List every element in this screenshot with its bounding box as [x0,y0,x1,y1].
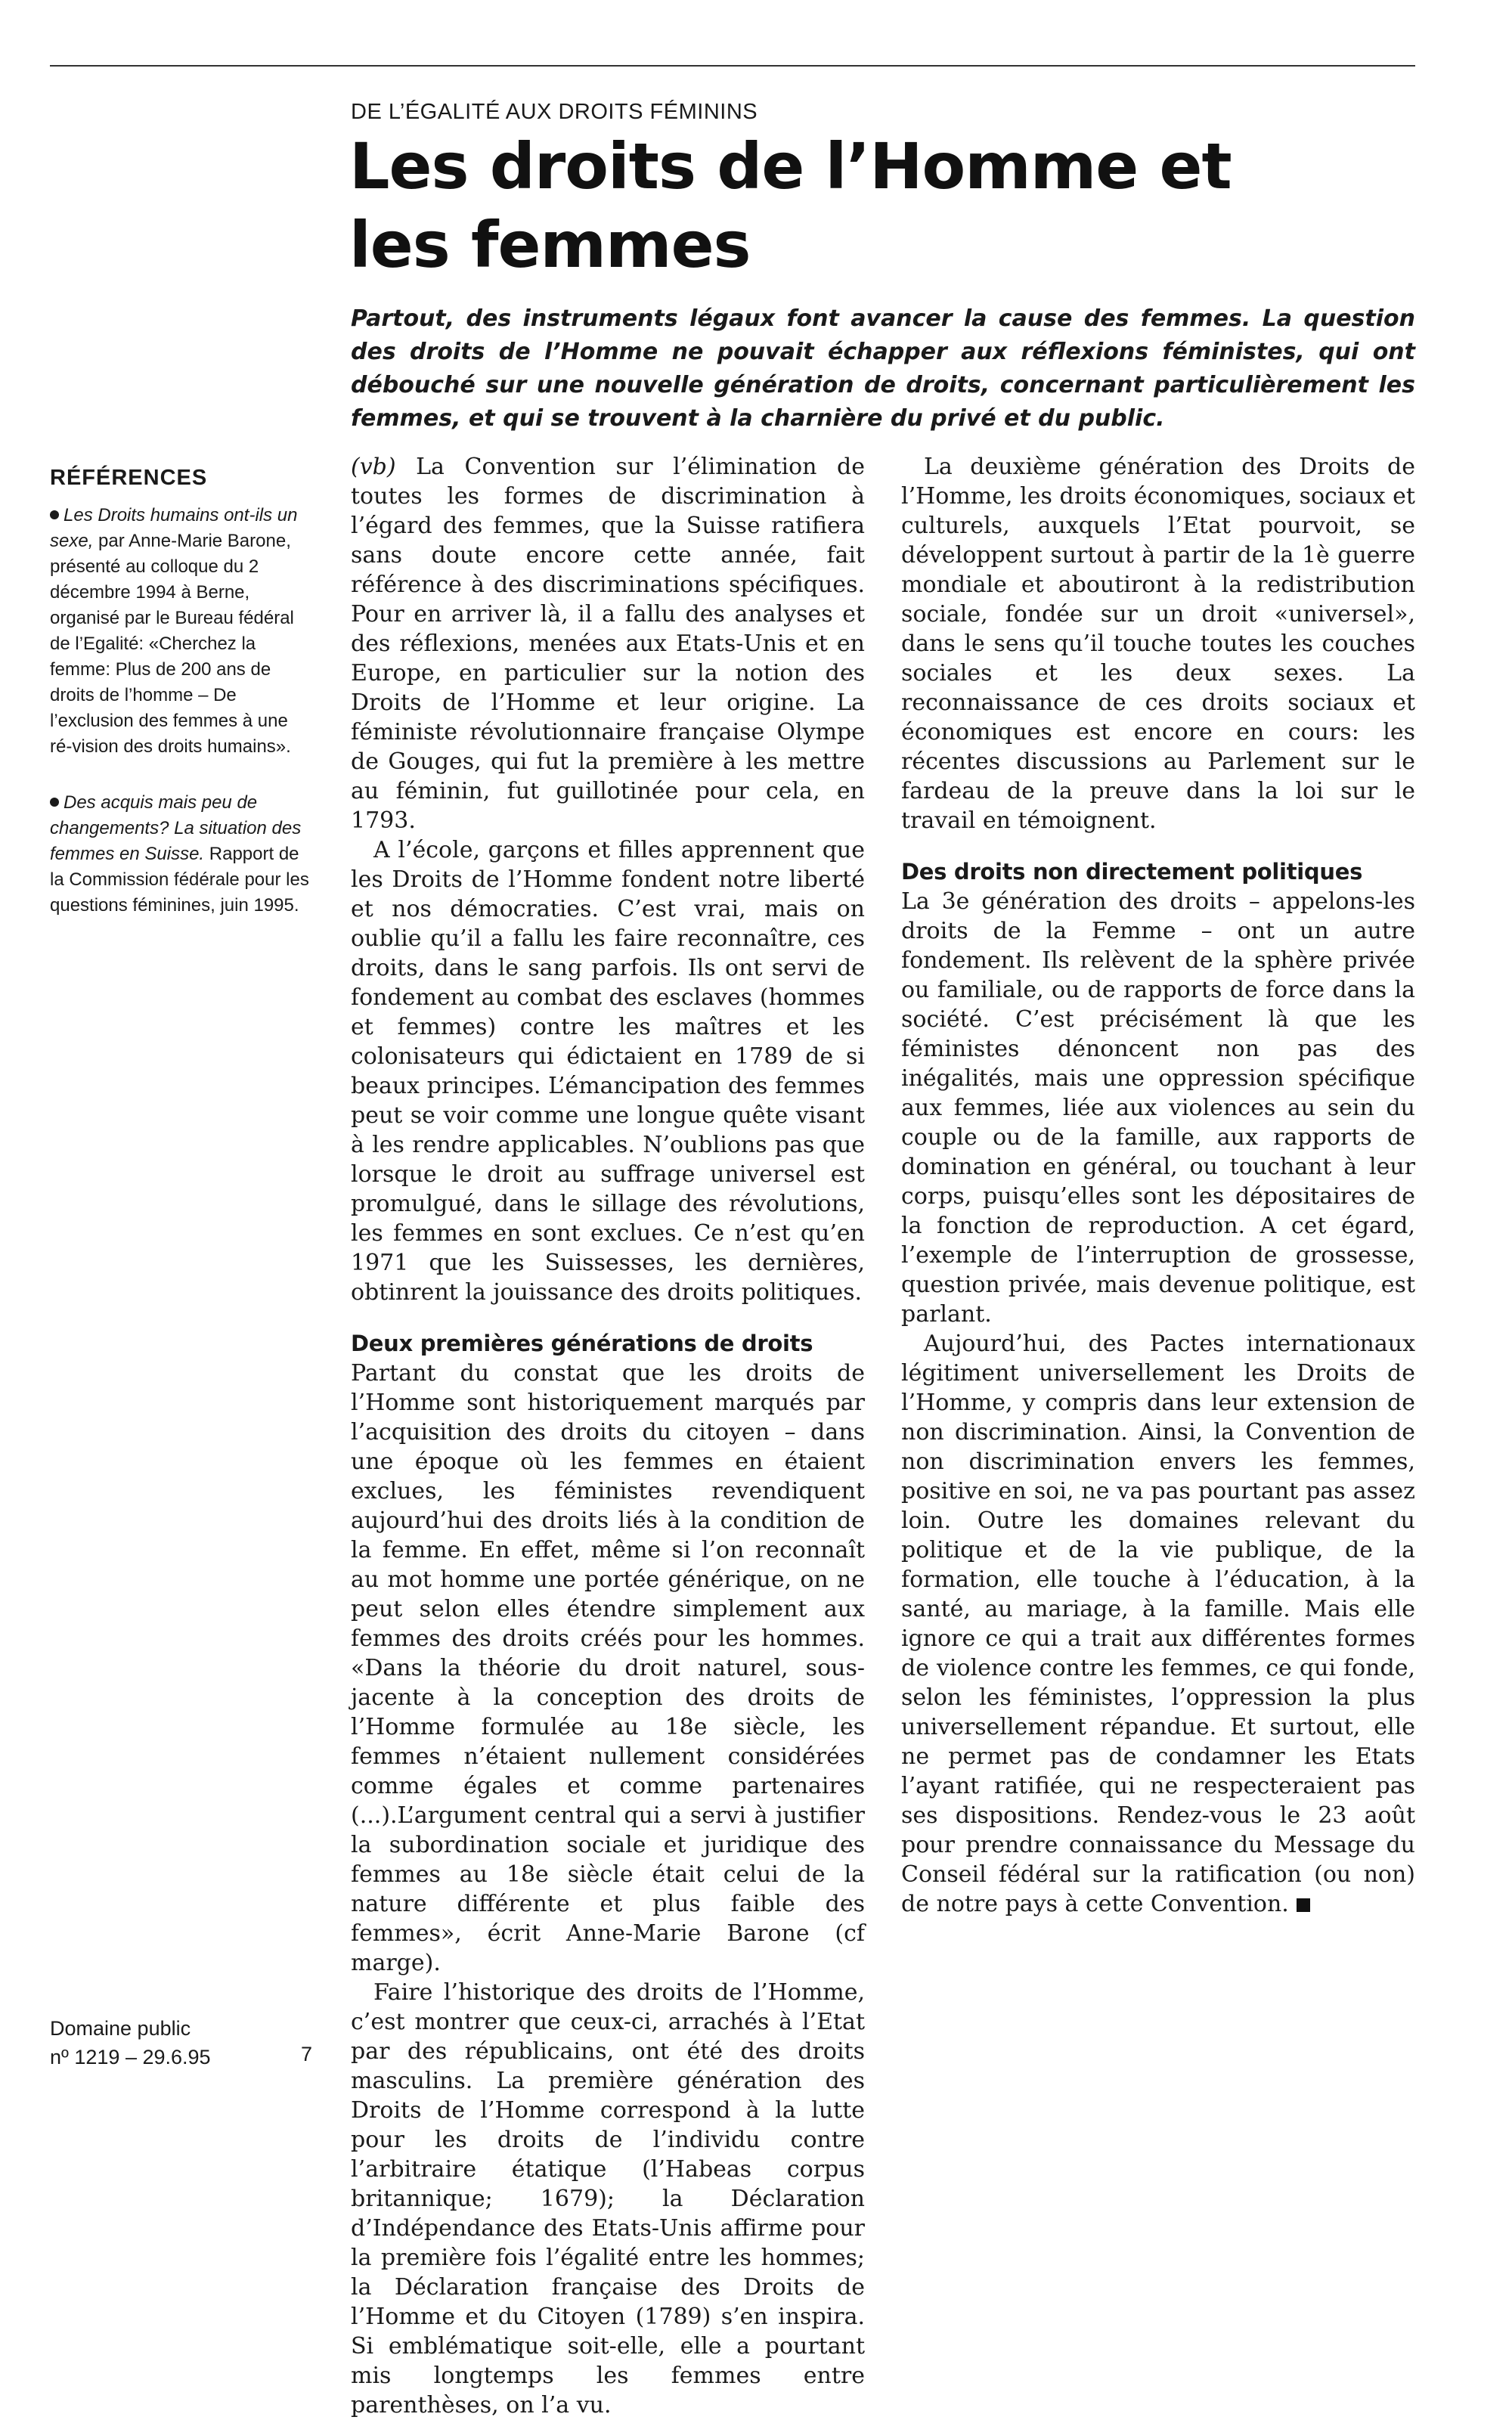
article-column-1 [351,452,865,2420]
reference-1 [50,503,311,760]
references-sidebar [50,466,311,949]
reference-2-title: Des acquis mais peu de changements? La situation des femmes en Suisse. [50,792,302,864]
publication-name: Domaine public [50,2017,191,2040]
top-rule [50,65,1415,67]
bullet-icon [50,798,59,807]
reference-2 [50,790,311,919]
article-paragraph-1-text: La Convention sur l’élimination de toutes les formes de discrimination à l’égard des femmes, que la Suisse ratifiera sans doute encore cette année, fait référence à des discriminations spécifiques. Pour en arriver là, il a fallu des analyses et des réflexions, menées aux Etats-Unis et en Europe, en particulier sur la notion des Droits de l’Homme et leur origine. La féministe révolutionnaire française Olympe de Gouges, qui fut la première à les mettre au féminin, fut guillotinée pour cela, en 1793. [351,454,865,834]
page-number: 7 [301,2043,313,2065]
reference-2-text: Rapport de la Commission fédérale pour les questions féminines, juin 1995. [50,844,309,916]
headline [349,127,1332,284]
bullet-icon [50,510,59,519]
lead-paragraph: Partout, des instruments légaux font avancer la cause des femmes. La question des droits de l’Homme ne pouvait échapper aux réflexions féministes, qui ont débouché sur une nouvelle génération de droits, concernant particulièrement les femmes, et qui se trouvent à la charnière du privé et du public. [351,305,1415,432]
article-paragraph-3: Partant du constat que les droits de l’Homme sont historiquement marqués par l’acquisition des droits du citoyen – dans une époque où les femmes en étaient exclues, les féministes revendiquent aujourd’hui des droits liés à la condition de la femme. En effet, même si l’on reconnaît au mot homme une portée générique, on ne peut selon elles étendre simplement aux femmes des droits créés pour les hommes. «Dans la théorie du droit naturel, sous-jacente à la conception des droits de l’Homme formulée au 18e siècle, les femmes n’étaient nullement considérées comme égales et comme partenaires (...).L’argument central qui a servi à justifier la subordination sociale et juridique des femmes au 18e siècle était celui de la nature différente et plus faible des femmes», écrit Anne-Marie Barone (cf marge). [351,1360,865,1976]
headline-line-2: les femmes [349,208,751,282]
section-heading-1: Deux premières générations de droits [351,1331,813,1356]
article-paragraph-7-text: Aujourd’hui, des Pactes internationaux légitiment universellement les Droits de l’Homme, y compris dans leur extension de non discrimination. Ainsi, la Convention de non discrimination envers les femmes, positive en soi, ne va pas pourtant pas assez loin. Outre les domaines relevant du politique et de la vie publique, de la formation, elle touche à l’éducation, à la santé, au mariage, à la famille. Mais elle ignore ce qui a trait aux différentes formes de violence contre les femmes, ce qui fonde, selon les féministes, l’oppression la plus universellement répandue. Et surtout, elle ne permet pas de condamner les Etats l’ayant ratifiée, qui ne respecteraient pas ses dispositions. Rendez-vous le 23 août pour prendre connaissance du Message du Conseil fédéral sur la ratification (ou non) de notre pays à cette Convention. [901,1331,1415,1917]
article-paragraph-5: La deuxième génération des Droits de l’Homme, les droits économiques, sociaux et culturels, auxquels l’Etat pourvoit, se développent surtout à partir de la 1è guerre mondiale et aboutiront à la redistribution sociale, fondée sur un droit «universel», dans le sens qu’il touche toutes les couches sociales et les deux sexes. La reconnaissance de ces droits sociaux et économiques est encore en cours: les récentes discussions au Parlement sur le fardeau de la preuve dans la loi sur le travail en témoignent. [901,454,1415,834]
section-heading-2: Des droits non directement politiques [901,859,1363,885]
end-mark-icon [1297,1898,1310,1912]
issue-info: nº 1219 – 29.6.95 [50,2046,211,2068]
article-paragraph-2: A l’école, garçons et filles apprennent que les Droits de l’Homme fondent notre liberté et nos démocraties. C’est vrai, mais on oublie qu’il a fallu les faire reconnaître, ces droits, dans le sang parfois. Ils ont servi de fondement au combat des esclaves (hommes et femmes) contre les maîtres et les colonisateurs qui édictaient en 1789 de si beaux principes. L’émancipation des femmes peut se voir comme une longue quête visant à les rendre applicables. N’oublions pas que lorsque le droit au suffrage universel est promulgué, dans le sillage des révolutions, les femmes en sont exclues. Ce n’est qu’en 1971 que les Suissesses, les dernières, obtinrent la jouissance des droits politiques. [351,837,865,1306]
reference-1-text: par Anne-Marie Barone, présenté au colloque du 2 décembre 1994 à Berne, organisé par le Bureau fédéral de l’Egalité: «Cherchez la femme: Plus de 200 ans de droits de l’homme – De l’exclusion des femmes à une ré-vision des droits humains». [50,531,294,757]
article-paragraph-4: Faire l’historique des droits de l’Homme, c’est montrer que ceux-ci, arrachés à l’Etat par des républicains, ont été des droits masculins. La première génération des Droits de l’Homme correspond à la lutte pour les droits de l’individu contre l’arbitraire étatique (l’Habeas corpus britannique; 1679); la Déclaration d’Indépendance des Etats-Unis affirme pour la première fois l’égalité entre les hommes; la Déclaration française des Droits de l’Homme et du Citoyen (1789) s’en inspira. Si emblématique soit-elle, elle a pourtant mis longtemps les femmes entre parenthèses, on l’a vu. [351,1979,865,2418]
article-paragraph-6: La 3e génération des droits – appelons-les droits de la Femme – ont un autre fondement. Ils relèvent de la sphère privée ou familiale, ou de rapports de force dans la société. C’est précisément là que les féministes dénoncent non pas des inégalités, mais une oppression spécifique aux femmes, liée aux violences au sein du couple ou de la famille, aux rapports de domination en général, ou touchant à leur corps, puisqu’elles sont les dépositaires de la fonction de reproduction. A cet égard, l’exemple de l’interruption de grossesse, question privée, mais devenue politique, est parlant. [901,888,1415,1328]
footer [50,2014,322,2071]
reference-1-title: Les Droits humains ont-ils un sexe, [50,505,298,551]
headline-line-1: Les droits de l’Homme et [349,129,1232,203]
kicker: DE L’ÉGALITÉ AUX DROITS FÉMININS [351,100,758,124]
article-paragraph-1 [351,452,865,835]
article-column-2 [901,452,1415,1919]
author-initials: (vb) [351,454,396,480]
article-paragraph-7 [901,1329,1415,1919]
references-title: RÉFÉRENCES [50,466,208,490]
